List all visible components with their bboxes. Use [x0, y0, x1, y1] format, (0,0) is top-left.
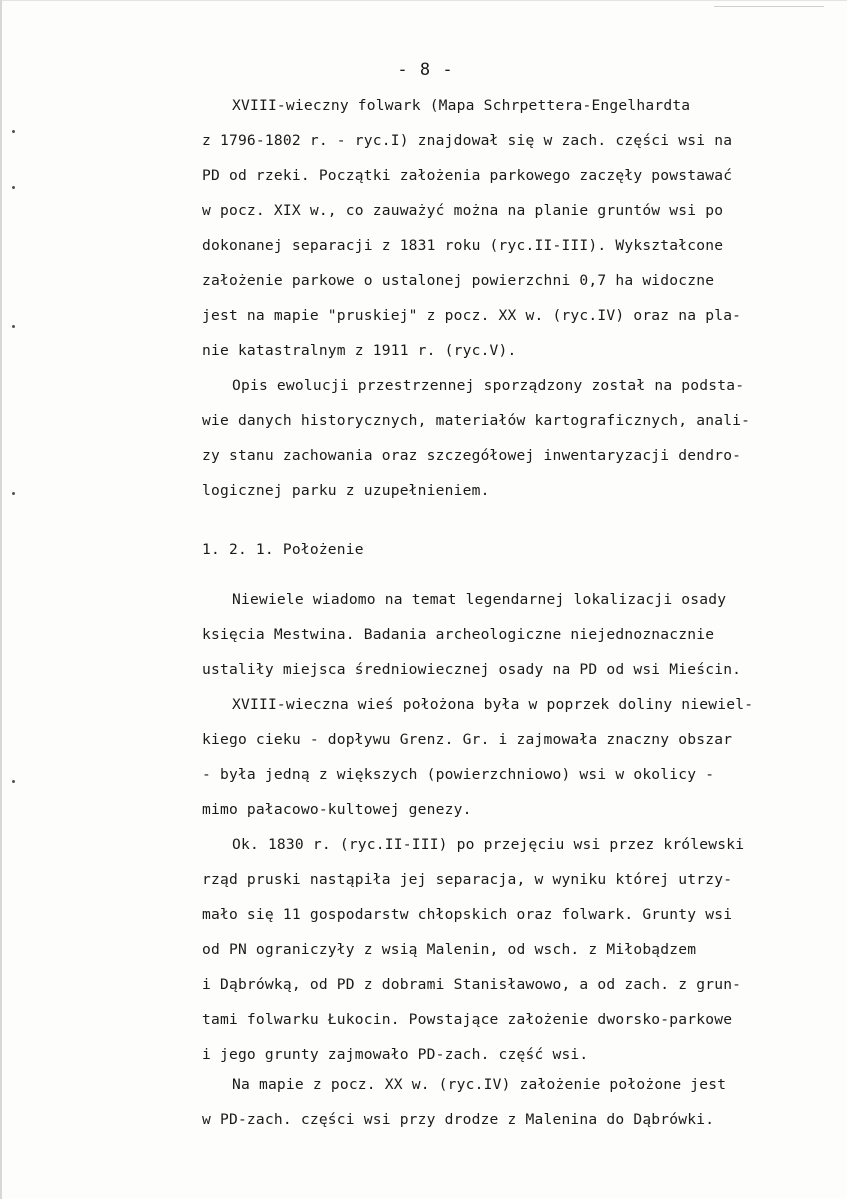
margin-hole-mark — [12, 325, 15, 328]
text-line: rząd pruski nastąpiła jej separacja, w wyniku której utrzy- — [202, 871, 733, 888]
text-line: od PN ograniczyły z wsią Malenin, od wsch. z Miłobądzem — [202, 941, 697, 958]
text-line: dokonanej separacji z 1831 roku (ryc.II-III). Wykształcone — [202, 237, 724, 254]
text-line: Niewiele wiadomo na temat legendarnej lokalizacji osady — [232, 591, 727, 608]
text-line: Ok. 1830 r. (ryc.II-III) po przejęciu wsi przez królewski — [232, 836, 745, 853]
text-line: założenie parkowe o ustalonej powierzchni 0,7 ha widoczne — [202, 272, 715, 289]
text-line: w PD-zach. części wsi przy drodze z Malenina do Dąbrówki. — [202, 1111, 715, 1128]
text-line: wie danych historycznych, materiałów kartograficznych, anali- — [202, 412, 751, 429]
margin-hole-mark — [12, 780, 15, 783]
text-line: kiego cieku - dopływu Grenz. Gr. i zajmowała znaczny obszar — [202, 731, 733, 748]
text-line: XVIII-wieczny folwark (Mapa Schrpettera-Engelhardta — [232, 97, 691, 114]
text-line: XVIII-wieczna wieś położona była w poprzek doliny niewiel- — [232, 696, 754, 713]
margin-hole-mark — [12, 492, 15, 495]
text-line: logicznej parku z uzupełnieniem. — [202, 482, 490, 499]
page-number: - 8 - — [397, 60, 454, 80]
section-heading: 1. 2. 1. Położenie — [202, 541, 364, 558]
text-line: Opis ewolucji przestrzennej sporządzony został na podsta- — [232, 377, 745, 394]
text-line: mało się 11 gospodarstw chłopskich oraz folwark. Grunty wsi — [202, 906, 733, 923]
text-line: PD od rzeki. Początki założenia parkowego zaczęły powstawać — [202, 167, 733, 184]
text-line: i jego grunty zajmowało PD-zach. część wsi. — [202, 1046, 589, 1063]
text-line: i Dąbrówką, od PD z dobrami Stanisławowo, a od zach. z grun- — [202, 976, 742, 993]
text-line: z 1796-1802 r. - ryc.I) znajdował się w zach. części wsi na — [202, 132, 733, 149]
text-line: Na mapie z pocz. XX w. (ryc.IV) założenie położone jest — [232, 1076, 727, 1093]
text-line: w pocz. XIX w., co zauważyć można na planie gruntów wsi po — [202, 202, 724, 219]
text-line: mimo pałacowo-kultowej genezy. — [202, 801, 472, 818]
text-line: tami folwarku Łukocin. Powstające założenie dworsko-parkowe — [202, 1011, 733, 1028]
text-line: nie katastralnym z 1911 r. (ryc.V). — [202, 342, 517, 359]
text-line: jest na mapie "pruskiej" z pocz. XX w. (ryc.IV) oraz na pla- — [202, 307, 742, 324]
margin-hole-mark — [12, 186, 15, 189]
text-line: zy stanu zachowania oraz szczegółowej inwentaryzacji dendro- — [202, 447, 742, 464]
margin-hole-mark — [12, 130, 15, 133]
text-line: - była jedną z większych (powierzchniowo) wsi w okolicy - — [202, 766, 715, 783]
text-line: księcia Mestwina. Badania archeologiczne niejednoznacznie — [202, 626, 715, 643]
text-line: ustaliły miejsca średniowiecznej osady na PD od wsi Mieścin. — [202, 661, 742, 678]
scan-mark — [714, 6, 824, 7]
scan-edge — [2, 0, 847, 1]
